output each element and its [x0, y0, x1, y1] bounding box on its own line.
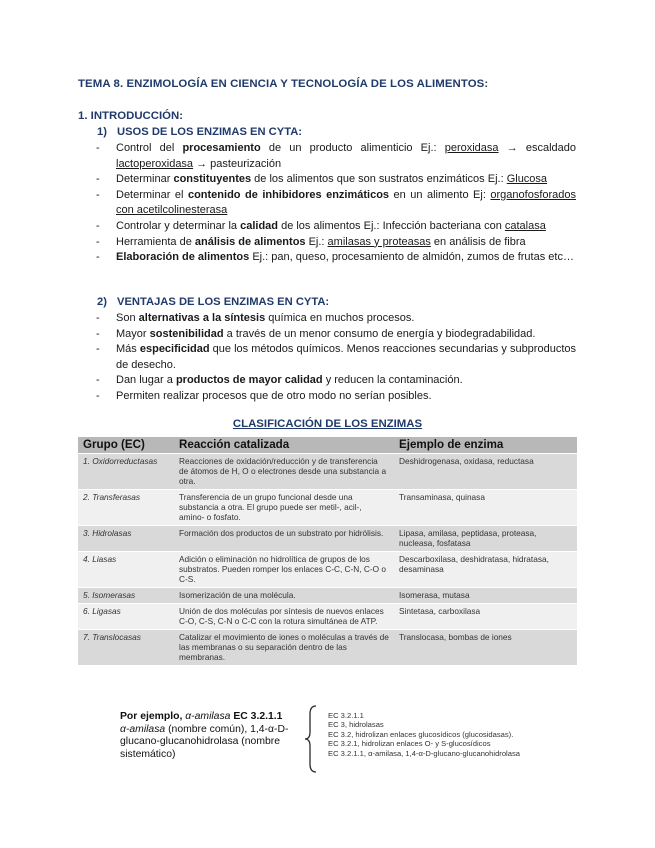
- ventajas-list: [96, 311, 576, 405]
- table-title: CLASIFICACIÓN DE LOS ENZIMAS: [232, 418, 423, 430]
- ec-line: EC 3.2.1.1, α-amilasa, 1,4-α-D-glucano-glucanohidrolasa: [328, 748, 520, 758]
- cell-reaction: Formación dos productos de un substrato por hidrólisis.: [174, 526, 394, 552]
- column-header-reaccion: Reacción catalizada: [174, 437, 394, 454]
- cell-group: 2. Transferasas: [78, 490, 174, 526]
- cell-group: 5. Isomerasas: [78, 588, 174, 604]
- list-item: - Más especificidad que los métodos químicos. Menos reacciones secundarias y subproductos de desecho.: [96, 342, 576, 373]
- list-item: - Control del procesamiento de un producto alimenticio Ej.: peroxidasa → escaldado lactoperoxidasa → pasteurización: [96, 141, 576, 172]
- document-title: TEMA 8. ENZIMOLOGÍA EN CIENCIA Y TECNOLOGÍA DE LOS ALIMENTOS:: [78, 78, 489, 90]
- cell-group: 7. Translocasas: [78, 630, 174, 666]
- cell-example: Transaminasa, quinasa: [394, 490, 577, 526]
- column-header-grupo: Grupo (EC): [78, 437, 174, 454]
- cell-group: 6. Ligasas: [78, 604, 174, 630]
- cell-reaction: Reacciones de oxidación/reducción y de transferencia de átomos de H, O o electrones desde una substancia a otra.: [174, 454, 394, 490]
- section-heading-introduccion: 1. INTRODUCCIÓN:: [78, 110, 184, 122]
- list-item: - Dan lugar a productos de mayor calidad y reducen la contaminación.: [96, 373, 576, 389]
- table-header-row: [78, 437, 577, 454]
- example-block: Por ejemplo, α-amilasa EC 3.2.1.1 α-amilasa (nombre común), 1,4-α-D-glucano-glucanohidrolasa (nombre sistemático): [120, 711, 289, 760]
- ec-hierarchy-list: [328, 711, 520, 758]
- cell-example: Sintetasa, carboxilasa: [394, 604, 577, 630]
- table-row: [78, 526, 577, 552]
- list-item: - Herramienta de análisis de alimentos Ej.: amilasas y proteasas en análisis de fibra: [96, 235, 576, 251]
- table-row: [78, 454, 577, 490]
- cell-example: Deshidrogenasa, oxidasa, reductasa: [394, 454, 577, 490]
- table-row: [78, 604, 577, 630]
- cell-reaction: Catalizar el movimiento de iones o moléculas a través de las membranas o su separación dentro de las membranas.: [174, 630, 394, 666]
- subheading-text: VENTAJAS DE LOS ENZIMAS EN CYTA:: [117, 296, 330, 308]
- subheading-number: 1): [97, 126, 107, 138]
- ec-line: EC 3.2, hidrolizan enlaces glucosídicos (glucosidasas).: [328, 729, 514, 739]
- cell-example: Translocasa, bombas de iones: [394, 630, 577, 666]
- cell-reaction: Transferencia de un grupo funcional desde una substancia a otra. El grupo puede ser metil-, acil-, amino- o fosfato.: [174, 490, 394, 526]
- table-row: [78, 588, 577, 604]
- subheading-number: 2): [97, 296, 107, 308]
- cell-group: 3. Hidrolasas: [78, 526, 174, 552]
- list-item: - Son alternativas a la síntesis química en muchos procesos.: [96, 311, 576, 327]
- ec-line: EC 3, hidrolasas: [328, 720, 384, 730]
- list-item: - Mayor sostenibilidad a través de un menor consumo de energía y biodegradabilidad.: [96, 327, 576, 343]
- list-item: - Controlar y determinar la calidad de los alimentos Ej.: Infección bacteriana con catalasa: [96, 219, 576, 235]
- cell-reaction: Isomerización de una molécula.: [174, 588, 394, 604]
- cell-group: 4. Liasas: [78, 552, 174, 588]
- list-item: - Determinar constituyentes de los alimentos que son sustratos enzimáticos Ej.: Glucosa: [96, 172, 576, 188]
- subheading-ventajas: [97, 296, 329, 308]
- subheading-usos: [97, 126, 302, 138]
- usos-list: [96, 141, 576, 266]
- list-item: - Determinar el contenido de inhibidores enzimáticos en un alimento Ej: organofosforados con acetilcolinesterasa: [96, 188, 576, 219]
- list-item: - Elaboración de alimentos Ej.: pan, queso, procesamiento de almidón, zumos de frutas etc…: [96, 250, 576, 266]
- table-row: [78, 630, 577, 666]
- table-row: [78, 552, 577, 588]
- enzyme-classification-table: [78, 437, 577, 666]
- cell-example: Descarboxilasa, deshidratasa, hidratasa, desaminasa: [394, 552, 577, 588]
- curly-brace-icon: [302, 704, 322, 774]
- cell-reaction: Adición o eliminación no hidrolítica de grupos de los substratos. Pueden romper los enlaces C-C, C-N, C-O o C-S.: [174, 552, 394, 588]
- subheading-text: USOS DE LOS ENZIMAS EN CYTA:: [117, 126, 303, 138]
- ec-line: EC 3.2.1.1: [328, 711, 364, 720]
- cell-reaction: Unión de dos moléculas por síntesis de nuevos enlaces C-O, C-S, C-N o C-C con la rotura simultánea de ATP.: [174, 604, 394, 630]
- cell-group: 1. Oxidorreductasas: [78, 454, 174, 490]
- table-row: [78, 490, 577, 526]
- list-item: - Permiten realizar procesos que de otro modo no serían posibles.: [96, 389, 576, 405]
- cell-example: Lipasa, amilasa, peptidasa, proteasa, nucleasa, fosfatasa: [394, 526, 577, 552]
- ec-line: EC 3.2.1, hidrolizan enlaces O- y S-glucosídicos: [328, 739, 491, 749]
- column-header-ejemplo: Ejemplo de enzima: [394, 437, 577, 454]
- cell-example: Isomerasa, mutasa: [394, 588, 577, 604]
